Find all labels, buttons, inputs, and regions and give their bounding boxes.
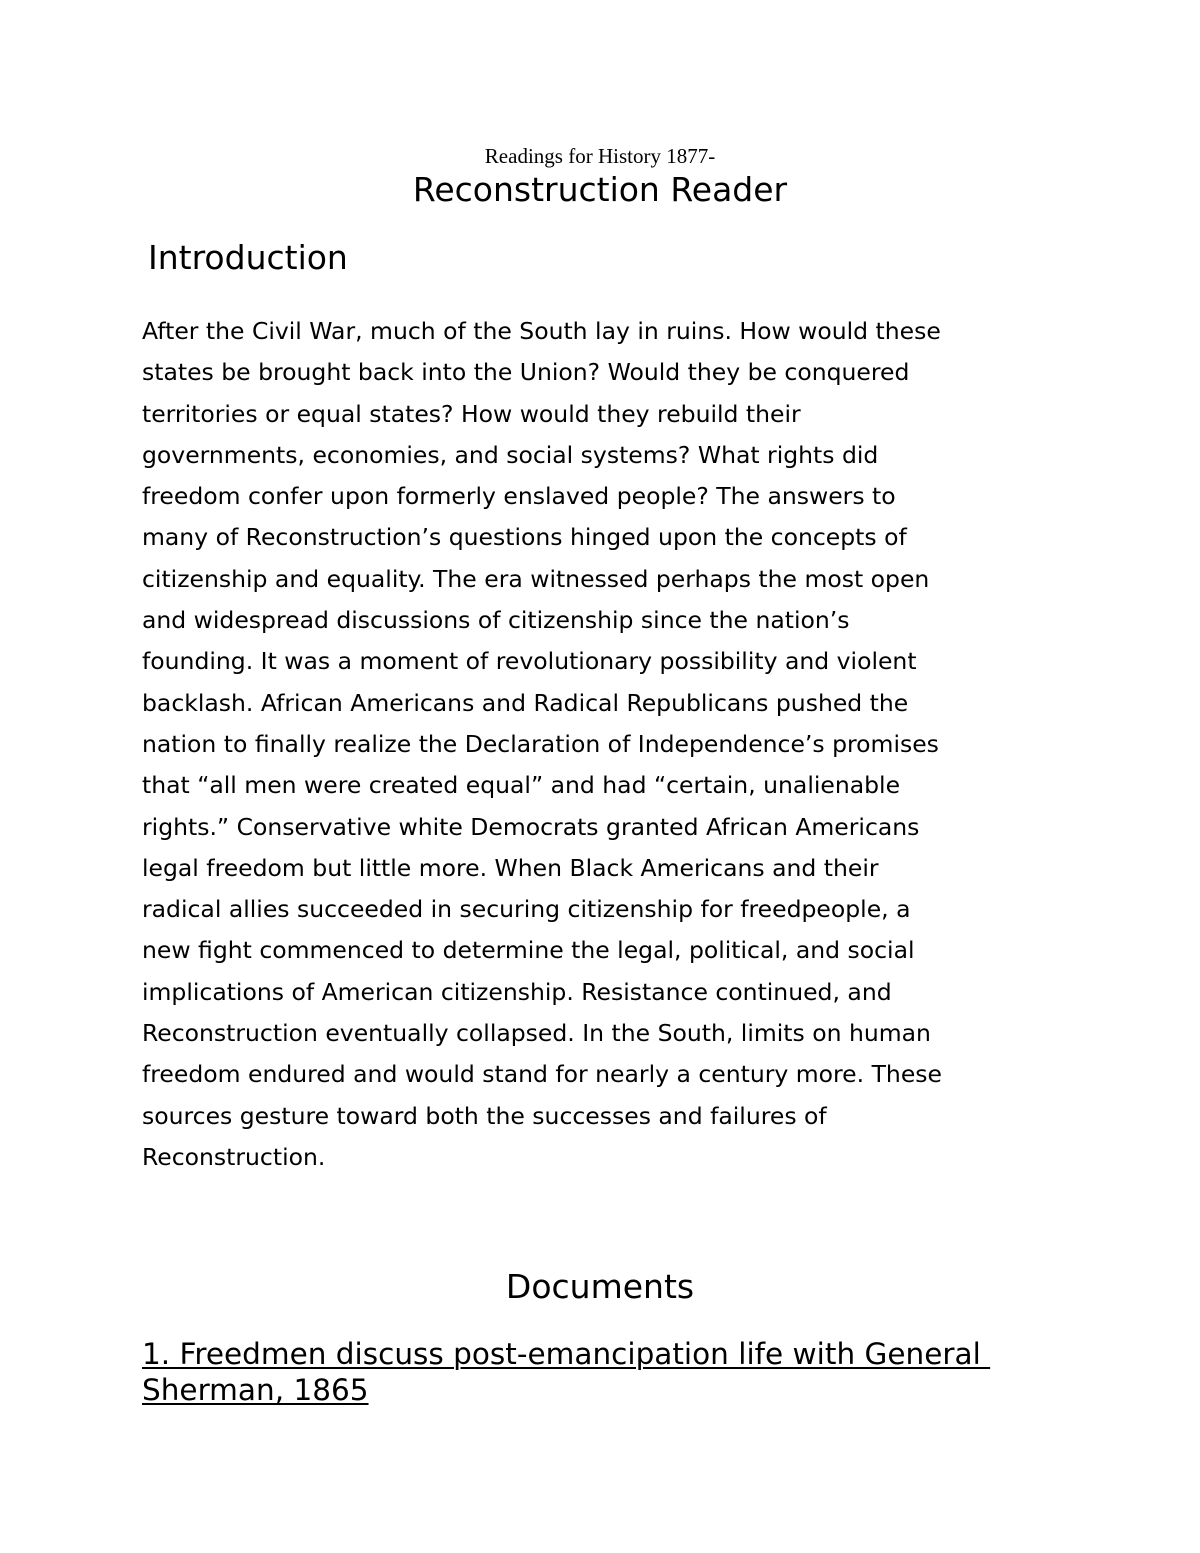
documents-heading: Documents [505, 1267, 695, 1306]
introduction-heading: Introduction [148, 238, 348, 277]
paragraph-line: new fight commenced to determine the legal, political, and social [142, 936, 915, 965]
introduction-paragraph [142, 311, 1062, 1178]
paragraph-line: that “all men were created equal” and had “certain, unalienable [142, 771, 901, 800]
paragraph-line: freedom endured and would stand for nearly a century more. These [142, 1060, 942, 1089]
paragraph-line: many of Reconstruction’s questions hinged upon the concepts of [142, 523, 907, 552]
paragraph-line: implications of American citizenship. Resistance continued, and [142, 977, 892, 1006]
paragraph-line: Reconstruction. [142, 1142, 326, 1171]
paragraph-line: Reconstruction eventually collapsed. In the South, limits on human [142, 1019, 931, 1048]
paragraph-line: and widespread discussions of citizenship since the nation’s [142, 606, 850, 635]
document-link-line[interactable]: Sherman, 1865 [142, 1373, 369, 1407]
document-link-1[interactable] [142, 1336, 1102, 1408]
paragraph-line: radical allies succeeded in securing citizenship for freedpeople, a [142, 895, 911, 924]
paragraph-line: states be brought back into the Union? Would they be conquered [142, 358, 910, 387]
paragraph-line: governments, economies, and social systems? What rights did [142, 440, 879, 469]
paragraph-line: backlash. African Americans and Radical Republicans pushed the [142, 688, 909, 717]
paragraph-line: sources gesture toward both the successes and failures of [142, 1101, 827, 1130]
page-title: Reconstruction Reader [412, 170, 788, 209]
paragraph-line: freedom confer upon formerly enslaved people? The answers to [142, 482, 896, 511]
paragraph-line: citizenship and equality. The era witnessed perhaps the most open [142, 564, 930, 593]
paragraph-line: territories or equal states? How would they rebuild their [142, 399, 801, 428]
paragraph-line: After the Civil War, much of the South lay in ruins. How would these [142, 317, 941, 345]
paragraph-line: rights.” Conservative white Democrats granted African Americans [142, 812, 920, 841]
paragraph-line: legal freedom but little more. When Black Americans and their [142, 853, 879, 882]
paragraph-line: nation to finally realize the Declaration of Independence’s promises [142, 729, 939, 758]
paragraph-line: founding. It was a moment of revolutionary possibility and violent [142, 647, 917, 676]
document-link-line[interactable]: 1. Freedmen discuss post-emancipation life with General [142, 1337, 991, 1371]
course-line: Readings for History 1877- [484, 144, 716, 168]
